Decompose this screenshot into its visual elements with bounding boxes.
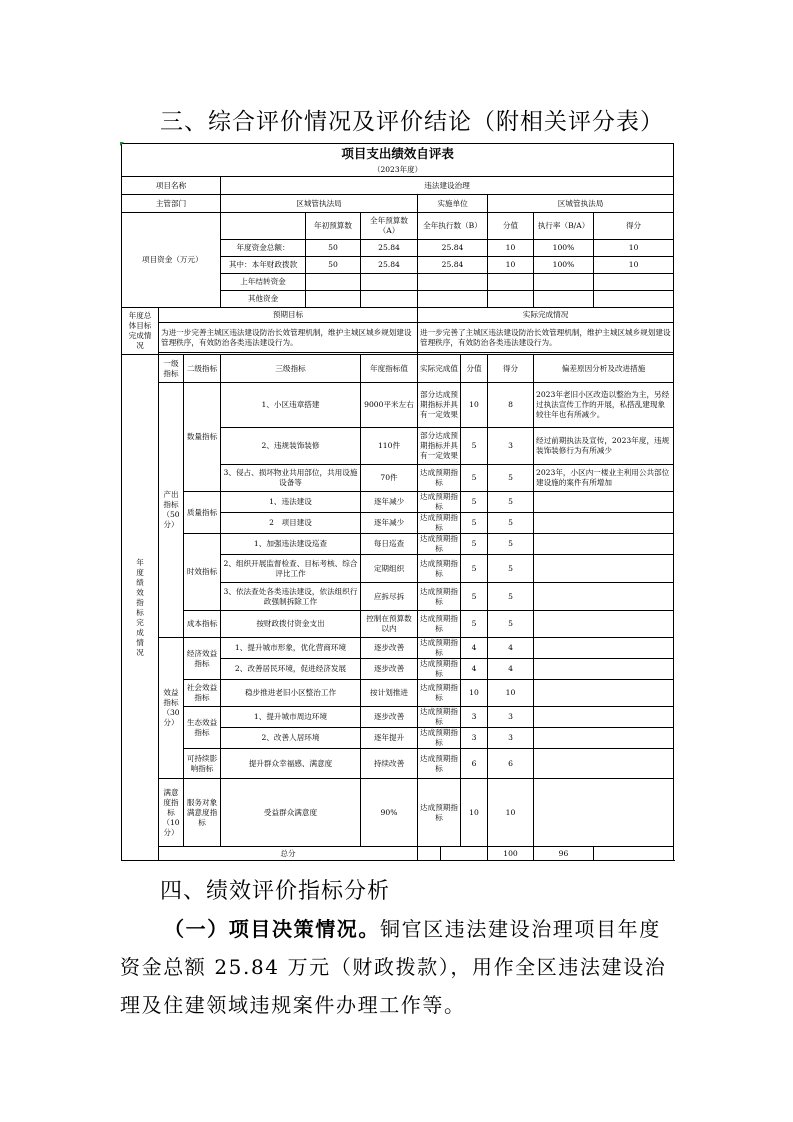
table-row: 2、违规装饰装修 110件 部分达成预期指标并具有一定效果 5 3 经过前期执法及宣传，2023年度，违规装饰装修行为有所减少: [122, 428, 674, 465]
l2-eco: 生态效益指标: [184, 707, 221, 749]
total-score: 100: [488, 847, 534, 861]
col-score: 分值: [488, 213, 534, 240]
project-name-label: 项目名称: [122, 177, 221, 195]
perf-label: 年度绩效指标完成情况: [122, 355, 159, 861]
h-reason: 偏差原因分析及改进措施: [534, 355, 674, 383]
l1-effect: 效益指标（30分）: [159, 638, 184, 779]
dept-value: 区城管执法局: [221, 195, 418, 213]
fund-row: 其他资金: [122, 291, 674, 308]
h-actual: 实际完成值: [418, 355, 461, 383]
l1-output: 产出指标（50分）: [159, 383, 184, 638]
l1-satisfaction: 满意度指标（10分）: [159, 779, 184, 847]
impl-label: 实施单位: [418, 195, 488, 213]
l2-time: 时效指标: [184, 534, 221, 611]
table-row: 2、组织开展监督检查、目标考核、综合评比工作 定期组织 达成预期指标 5 5: [122, 555, 674, 583]
col-points: 得分: [594, 213, 674, 240]
l2-social: 社会效益指标: [184, 680, 221, 707]
l2-sustain: 可持续影响指标: [184, 749, 221, 779]
fund-row: 其中：本年财政拨款 50 25.84 25.84 10 100% 10: [122, 257, 674, 274]
table-row: 时效指标 1、加强违法建设巡查 每日巡查 达成预期指标 5 5: [122, 534, 674, 555]
blank-cell: [221, 213, 306, 240]
table-row: 可持续影响指标 提升群众幸福感、满意度 持续改善 达成预期指标 6 6: [122, 749, 674, 779]
table-row: 质量指标 1、违法建设 逐年减少 达成预期指标 5 5: [122, 492, 674, 513]
table-row: 3、侵占、损坏物业共用部位，共用设施设备等 70件 达成预期指标 5 5 2023年，小区内一楼业主利用公共部位建设施的案件有所增加: [122, 465, 674, 492]
section-heading-3: 三、综合评价情况及评价结论（附相关评分表）: [160, 109, 664, 135]
table-title: 项目支出绩效自评表: [122, 144, 674, 165]
col-budget-full: 全年预算数（A）: [361, 213, 418, 240]
col-budget-initial: 年初预算数: [306, 213, 361, 240]
l2-cost: 成本指标: [184, 611, 221, 638]
goal-label: 年度总体目标完成情况: [122, 308, 159, 355]
table-row: 社会效益指标 稳步推进老旧小区整治工作 按计划推进 达成预期指标 10 10: [122, 680, 674, 707]
impl-value: 区城管执法局: [488, 195, 674, 213]
paragraph-body: 铜官区违法建设治理项目年度资金总额 25.84 万元（财政拨款），用作全区违法建设治理及住建领域违规案件办理工作等。: [120, 917, 667, 1017]
table-row: 3、依法查处各类违法建设，依法组织行政强制拆除工作 应拆尽拆 达成预期指标 5 5: [122, 583, 674, 611]
h-score: 分值: [461, 355, 488, 383]
table-row: 满意度指标（10分） 服务对象满意度指标 受益群众满意度 90% 达成预期指标 10 10: [122, 779, 674, 847]
dept-label: 主管部门: [122, 195, 221, 213]
table-row: 2 项目建设 逐年减少 达成预期指标 5 5: [122, 513, 674, 534]
col-exec: 全年执行数（B）: [418, 213, 488, 240]
l2-economic: 经济效益指标: [184, 638, 221, 680]
analysis-paragraph: [120, 910, 680, 1024]
h-level3: 三级指标: [221, 355, 361, 383]
h-level1: 一级指标: [159, 355, 184, 383]
h-target: 年度指标值: [361, 355, 418, 383]
expected-text: 为进一步完善主城区违法建设防治长效管理机制，维护主城区城乡规划建设管理秩序，有效防治各类违法建设行为。: [159, 323, 418, 353]
table-row: 2、改善人居环境 逐年提升 达成预期指标 3 3: [122, 728, 674, 749]
performance-table: [121, 143, 673, 861]
total-points: 96: [534, 847, 594, 861]
table-row: 生态效益指标 1、提升城市周边环境 逐步改善 达成预期指标 3 3: [122, 707, 674, 728]
funds-label: 项目资金（万元）: [122, 213, 221, 308]
paragraph-lead: （一）项目决策情况。: [164, 917, 380, 941]
l2-service: 服务对象满意度指标: [184, 779, 221, 847]
l2-quality: 质量指标: [184, 492, 221, 534]
table-year: （2023年度）: [122, 164, 674, 177]
l2-quantity: 数量指标: [184, 383, 221, 492]
actual-label: 实际完成情况: [418, 308, 674, 323]
fund-row: 上年结转资金: [122, 274, 674, 291]
expected-label: 预期目标: [159, 308, 418, 323]
actual-text: 进一步完善了主城区违法建设防治长效管理机制，维护主城区城乡规划建设管理秩序，有效防治各类违法建设行为。: [418, 323, 674, 353]
table-row: 效益指标（30分） 经济效益指标 1、提升城市形象，优化营商环境 逐步改善 达成预期指标 4 4: [122, 638, 674, 659]
table-row: 成本指标 按财政拨付资金支出 控制在预算数以内 达成预期指标 5 5: [122, 611, 674, 638]
section-heading-4: 四、绩效评价指标分析: [160, 879, 391, 904]
h-level2: 二级指标: [184, 355, 221, 383]
fund-row: 年度资金总额： 50 25.84 25.84 10 100% 10: [122, 240, 674, 257]
h-points: 得分: [488, 355, 534, 383]
total-label: 总分: [159, 847, 418, 861]
table-row: 产出指标（50分） 数量指标 1、小区违章搭建 9000平米左右 部分达成预期指标并具有一定效果 10 8 2023年老旧小区改造以整治为主，另经过执法宣传工作的开展，私搭乱建现象较往年也有所减少。: [122, 383, 674, 428]
col-rate: 执行率（B/A）: [534, 213, 594, 240]
cell-marker: [120, 142, 124, 146]
table-row: 2、改善居民环境，促进经济发展 逐步改善 达成预期指标 4 4: [122, 659, 674, 680]
project-name: 违法建设治理: [221, 177, 674, 195]
